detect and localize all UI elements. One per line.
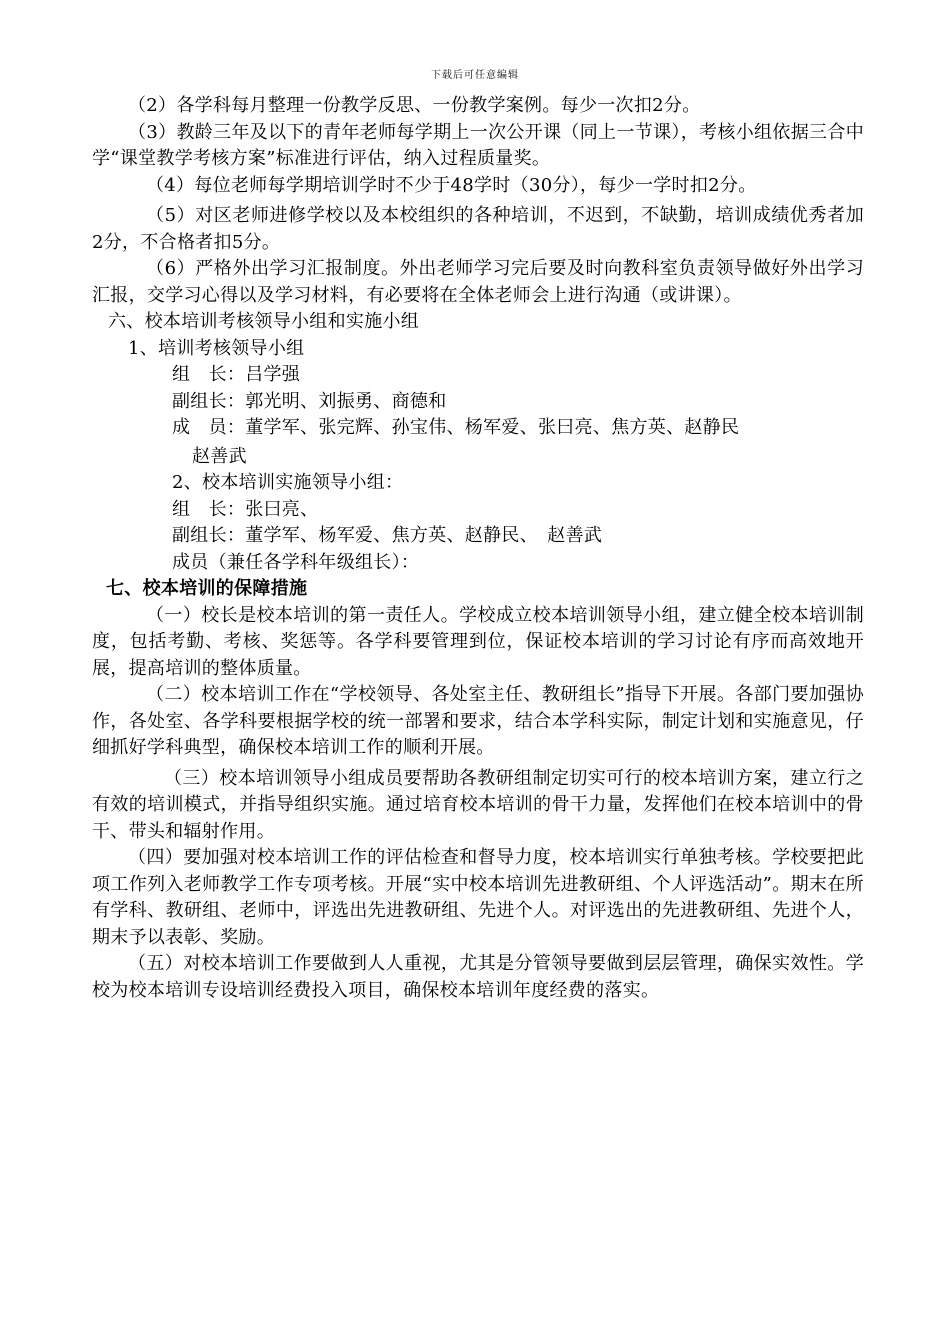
measure-1: （一）校长是校本培训的第一责任人。学校成立校本培训领导小组，建立健全校本培训制度，包括考勤、考核、奖惩等。各学科要管理到位，保证校本培训的学习讨论有序而高效地开展，提高培训的整体质量。 bbox=[92, 604, 864, 679]
paragraph-item-3: （3）教龄三年及以下的青年老师每学期上一次公开课（同上一节课），考核小组依据三合中学“课堂教学考核方案”标准进行评估，纳入过程质量奖。 bbox=[92, 121, 864, 169]
paragraph-item-5: （5）对区老师进修学校以及本校组织的各种培训，不迟到，不缺勤，培训成绩优秀者加2分，不合格者扣5分。 bbox=[92, 205, 864, 253]
group1-title: 1、培训考核领导小组 bbox=[128, 337, 305, 359]
group2-members: 成员（兼任各学科年级组长）： bbox=[172, 551, 420, 573]
group1-members: 成 员：董学军、张完辉、孙宝伟、杨军爱、张曰亮、焦方英、赵静民 bbox=[172, 417, 740, 438]
group1-leader: 组 长：吕学强 bbox=[172, 364, 301, 385]
page-header: 下载后可任意编辑 bbox=[431, 70, 519, 81]
document-body bbox=[92, 93, 864, 1004]
group2-title: 2、校本培训实施领导小组： bbox=[172, 472, 404, 493]
group1-members-cont: 赵善武 bbox=[192, 445, 247, 467]
group2-leader: 组 长：张曰亮、 bbox=[172, 498, 319, 520]
group1-deputy: 副组长：郭光明、刘振勇、商德和 bbox=[172, 390, 447, 412]
measure-3: （三）校本培训领导小组成员要帮助各教研组制定切实可行的校本培训方案，建立行之有效的培训模式，并指导组织实施。通过培育校本培训的骨干力量，发挥他们在校本培训中的骨干、带头和辐射作用。 bbox=[92, 767, 864, 842]
group2-deputy: 副组长：董学军、杨军爱、焦方英、赵静民、 赵善武 bbox=[172, 525, 603, 546]
measure-4: （四）要加强对校本培训工作的评估检查和督导力度，校本培训实行单独考核。学校要把此项工作列入老师教学工作专项考核。开展“实中校本培训先进教研组、个人评选活动”。期末在所有学科、教研组、老师中，评选出先进教研组、先进个人。对评选出的先进教研组、先进个人，期末予以表彰、奖励。 bbox=[92, 847, 864, 948]
paragraph-item-6: （6）严格外出学习汇报制度。外出老师学习完后要及时向教科室负责领导做好外出学习汇报，交学习心得以及学习材料，有必要将在全体老师会上进行沟通（或讲课）。 bbox=[92, 258, 864, 306]
section6-title: 六、校本培训考核领导小组和实施小组 bbox=[108, 311, 420, 332]
measure-5: （五）对校本培训工作要做到人人重视，尤其是分管领导要做到层层管理，确保实效性。学校为校本培训专设培训经费投入项目，确保校本培训年度经费的落实。 bbox=[92, 953, 864, 1001]
paragraph-item-4: （4）每位老师每学期培训学时不少于48学时（30分），每少一学时扣2分。 bbox=[146, 174, 757, 196]
paragraph-item-2: （2）各学科每月整理一份教学反思、一份教学案例。每少一次扣2分。 bbox=[128, 95, 701, 116]
measure-2: （二）校本培训工作在“学校领导、各处室主任、教研组长”指导下开展。各部门要加强协作，各处室、各学科要根据学校的统一部署和要求，结合本学科实际，制定计划和实施意见，仔细抓好学科典型，确保校本培训工作的顺利开展。 bbox=[92, 684, 864, 758]
section7-title: 七、校本培训的保障措施 bbox=[106, 578, 308, 599]
